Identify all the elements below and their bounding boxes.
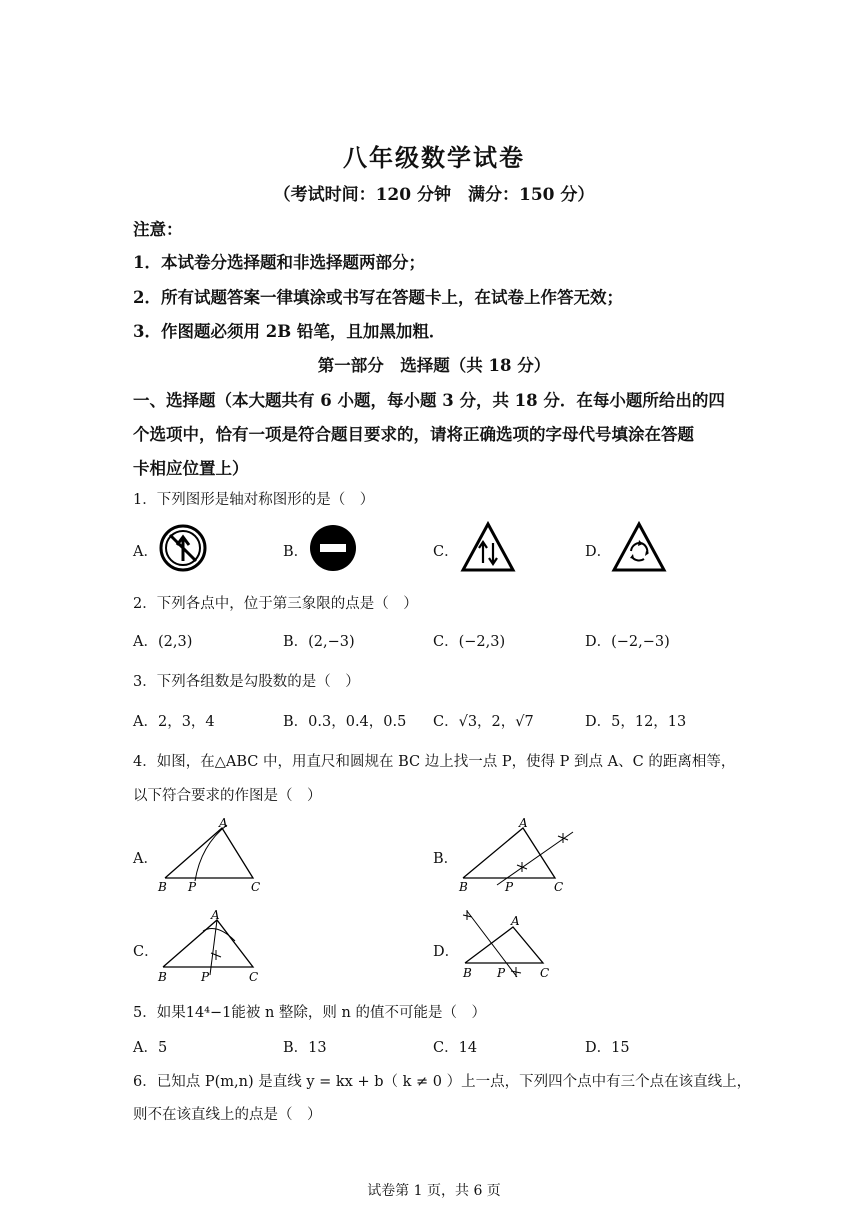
q3-option-d: D．5，12，13	[585, 714, 687, 730]
q3-option-b: B．0.3，0.4，0.5	[283, 714, 407, 730]
vertex-label-c: C	[249, 970, 259, 984]
two-way-traffic-sign-icon	[460, 521, 516, 573]
q1-option-c-label: C．	[433, 544, 459, 560]
q3-option-c: C．√3，2，√7	[433, 714, 534, 730]
notice-item-3: 3．作图题必须用 2B 铅笔，且加黑加粗．	[133, 322, 446, 341]
q5-option-a: A．5	[133, 1040, 168, 1056]
section-instruction-line-1: 一、选择题（本大题共有 6 小题，每小题 3 分，共 18 分．在每小题所给出的四	[133, 391, 725, 410]
q1-option-d-label: D．	[585, 544, 612, 560]
vertex-label-p: P	[201, 970, 210, 984]
section-instruction-line-2: 个选项中，恰有一项是符合题目要求的，请将正确选项的字母代号填涂在答题	[133, 425, 694, 444]
q2-option-c: C．(−2,3)	[433, 634, 506, 650]
question-4-stem-line-1: 4．如图，在△ABC 中，用直尺和圆规在 BC 边上找一点 P，使得 P 到点 A、C 的距离相等，	[133, 754, 736, 770]
notice-heading: 注意：	[133, 220, 183, 239]
q4-figure-b	[455, 815, 585, 895]
question-1-stem: 1．下列图形是轴对称图形的是（ ）	[133, 492, 375, 508]
q4-option-b-label: B．	[433, 851, 459, 867]
vertex-label-p: P	[497, 966, 506, 980]
page-footer: 试卷第 1 页，共 6 页	[367, 1183, 501, 1199]
vertex-label-p: P	[188, 880, 197, 894]
page-title: 八年级数学试卷	[343, 143, 525, 172]
notice-item-2: 2．所有试题答案一律填涂或书写在答题卡上，在试卷上作答无效；	[133, 288, 623, 307]
vertex-label-a: A	[219, 816, 228, 830]
question-4-stem-line-2: 以下符合要求的作图是（ ）	[133, 788, 322, 804]
q4-option-c-label: C．	[133, 944, 159, 960]
q2-option-b: B．(2,−3)	[283, 634, 355, 650]
vertex-label-b: B	[463, 966, 472, 980]
q4-option-a-label: A．	[133, 851, 158, 867]
vertex-label-b: B	[158, 880, 167, 894]
q1-option-b-label: B．	[283, 544, 309, 560]
section-instruction-line-3: 卡相应位置上）	[133, 459, 249, 478]
vertex-label-c: C	[554, 880, 564, 894]
no-straight-sign-icon	[158, 523, 208, 573]
q1-option-a-label: A．	[133, 544, 158, 560]
no-entry-sign-icon	[308, 523, 358, 573]
q2-option-a: A．(2,3)	[133, 634, 193, 650]
vertex-label-c: C	[540, 966, 550, 980]
question-5-stem: 5．如果14⁴−1能被 n 整除，则 n 的值不可能是（ ）	[133, 1005, 486, 1021]
q5-option-b: B．13	[283, 1040, 327, 1056]
question-6-stem-line-1: 6．已知点 P(m,n) 是直线 y = kx + b（ k ≠ 0 ）上一点，下列四个点中有三个点在该直线上，	[133, 1074, 752, 1090]
vertex-label-b: B	[459, 880, 468, 894]
q2-option-d: D．(−2,−3)	[585, 634, 670, 650]
vertex-label-a: A	[519, 816, 528, 830]
q4-option-d-label: D．	[433, 944, 460, 960]
exam-info: （考试时间：120 分钟 满分：150 分）	[273, 185, 595, 205]
q4-figure-c	[155, 905, 270, 985]
question-6-stem-line-2: 则不在该直线上的点是（ ）	[133, 1107, 322, 1123]
vertex-label-p: P	[505, 880, 514, 894]
q4-figure-a	[155, 815, 270, 895]
roundabout-sign-icon	[611, 521, 667, 573]
vertex-label-b: B	[158, 970, 167, 984]
question-3-stem: 3．下列各组数是勾股数的是（ ）	[133, 674, 360, 690]
notice-item-1: 1．本试卷分选择题和非选择题两部分；	[133, 253, 425, 272]
q3-option-a: A．2，3，4	[133, 714, 215, 730]
vertex-label-c: C	[251, 880, 261, 894]
q4-figure-d	[455, 905, 570, 985]
vertex-label-a: A	[511, 914, 520, 928]
part-heading: 第一部分 选择题（共 18 分）	[317, 356, 551, 375]
question-2-stem: 2．下列各点中，位于第三象限的点是（ ）	[133, 596, 418, 612]
vertex-label-a: A	[211, 908, 220, 922]
q5-option-d: D．15	[585, 1040, 630, 1056]
q5-option-c: C．14	[433, 1040, 478, 1056]
